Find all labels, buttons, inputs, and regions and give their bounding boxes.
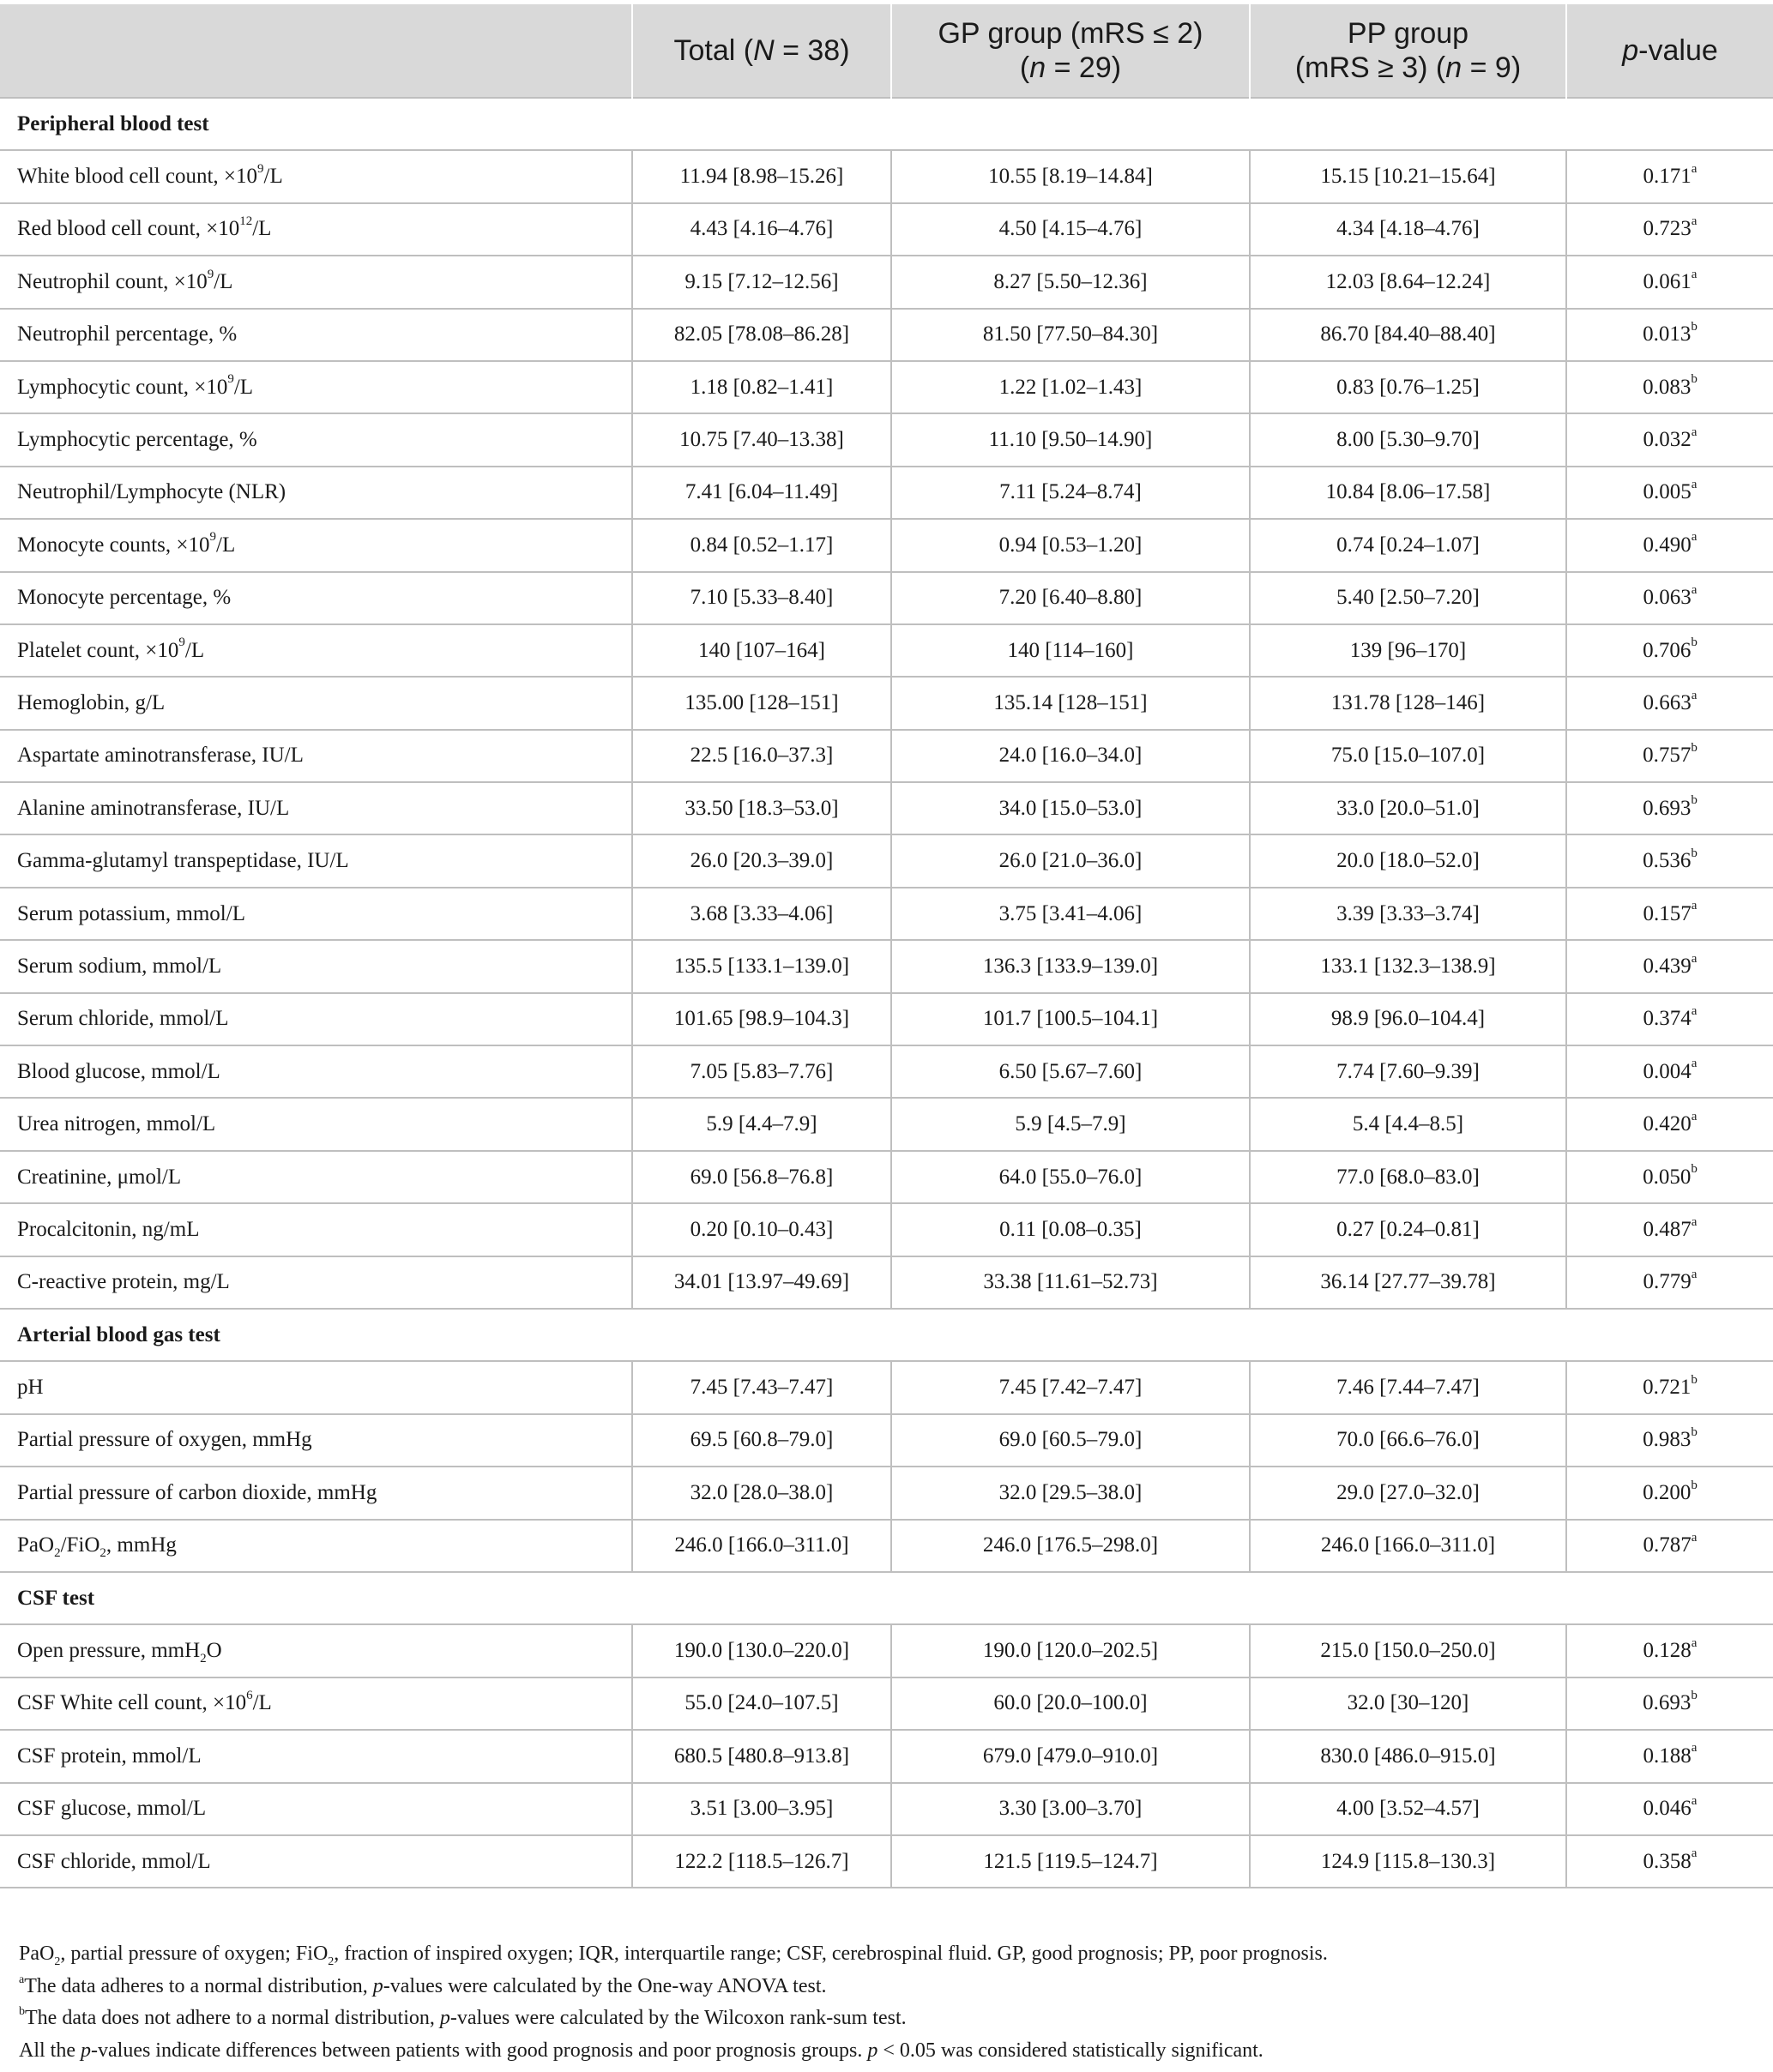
cell-total: 9.15 [7.12–12.56] bbox=[632, 256, 891, 308]
cell-total: 3.51 [3.00–3.95] bbox=[632, 1783, 891, 1835]
test-marker: b bbox=[1691, 741, 1698, 756]
cell-p-value: 0.787$^a$ bbox=[1566, 1520, 1773, 1572]
cell-pp: 4.34 [4.18–4.76] bbox=[1250, 203, 1566, 256]
row-label: Blood glucose, mmol/L bbox=[0, 1045, 632, 1098]
cell-gp: 24.0 [16.0–34.0] bbox=[891, 730, 1250, 782]
cell-pp: 33.0 [20.0–51.0] bbox=[1250, 782, 1566, 834]
cell-gp: 3.75 [3.41–4.06] bbox=[891, 888, 1250, 940]
cell-pp: 0.83 [0.76–1.25] bbox=[1250, 361, 1566, 413]
section-title: Peripheral blood test bbox=[0, 98, 1773, 150]
cell-pp: 830.0 [486.0–915.0] bbox=[1250, 1730, 1566, 1782]
footnote-a: $^a$The data adheres to a normal distribution, p-values were calculated by the One-way ANOVA test. bbox=[19, 1973, 827, 1997]
table-row bbox=[0, 413, 1773, 466]
table-row bbox=[0, 1098, 1773, 1150]
cell-total: 7.10 [5.33–8.40] bbox=[632, 572, 891, 624]
test-marker: a bbox=[1691, 1793, 1698, 1808]
row-label: White blood cell count, $\times 10^9/L$ bbox=[0, 150, 632, 202]
test-marker: a bbox=[1691, 425, 1698, 439]
row-label: Platelet count, $\times 10^9/L$ bbox=[0, 624, 632, 677]
cell-gp: 81.50 [77.50–84.30] bbox=[891, 309, 1250, 361]
cell-gp: 69.0 [60.5–79.0] bbox=[891, 1414, 1250, 1467]
table-row bbox=[0, 519, 1773, 571]
row-label: Gamma-glutamyl transpeptidase, IU/L bbox=[0, 834, 632, 887]
cell-p-value: 0.200$^b$ bbox=[1566, 1467, 1773, 1519]
cell-pp: 215.0 [150.0–250.0] bbox=[1250, 1624, 1566, 1677]
cell-p-value: 0.083$^b$ bbox=[1566, 361, 1773, 413]
cell-total: 10.75 [7.40–13.38] bbox=[632, 413, 891, 466]
cell-total: 7.41 [6.04–11.49] bbox=[632, 467, 891, 519]
table-header bbox=[0, 4, 1773, 98]
table-row bbox=[0, 1677, 1773, 1730]
cell-gp: 6.50 [5.67–7.60] bbox=[891, 1045, 1250, 1098]
test-marker: a bbox=[1691, 161, 1698, 176]
table-row bbox=[0, 1783, 1773, 1835]
cell-gp: 60.0 [20.0–100.0] bbox=[891, 1677, 1250, 1730]
header-variable bbox=[0, 4, 632, 98]
cell-p-value: 0.004$^a$ bbox=[1566, 1045, 1773, 1098]
test-marker: b bbox=[1691, 1425, 1698, 1440]
cell-p-value: 0.013$^b$ bbox=[1566, 309, 1773, 361]
cell-total: 0.84 [0.52–1.17] bbox=[632, 519, 891, 571]
test-marker: a bbox=[1691, 530, 1698, 545]
row-label: Lymphocytic percentage, % bbox=[0, 413, 632, 466]
cell-gp: 5.9 [4.5–7.9] bbox=[891, 1098, 1250, 1150]
cell-total: 69.0 [56.8–76.8] bbox=[632, 1151, 891, 1203]
cell-total: 82.05 [78.08–86.28] bbox=[632, 309, 891, 361]
cell-p-value: 0.171$^a$ bbox=[1566, 150, 1773, 202]
cell-p-value: 0.536$^b$ bbox=[1566, 834, 1773, 887]
table-body bbox=[0, 98, 1773, 1888]
cell-total: 32.0 [28.0–38.0] bbox=[632, 1467, 891, 1519]
cell-gp: 11.10 [9.50–14.90] bbox=[891, 413, 1250, 466]
test-marker: a bbox=[1691, 478, 1698, 492]
row-label: Open pressure, mmH$_2$O bbox=[0, 1624, 632, 1677]
table-row bbox=[0, 834, 1773, 887]
cell-total: 22.5 [16.0–37.3] bbox=[632, 730, 891, 782]
table-row bbox=[0, 888, 1773, 940]
test-marker: a bbox=[1691, 1214, 1698, 1229]
cell-gp: 1.22 [1.02–1.43] bbox=[891, 361, 1250, 413]
cell-pp: 124.9 [115.8–130.3] bbox=[1250, 1835, 1566, 1888]
cell-pp: 5.40 [2.50–7.20] bbox=[1250, 572, 1566, 624]
row-label: Red blood cell count, $\times 10^{12}/L$ bbox=[0, 203, 632, 256]
cell-p-value: 0.706$^b$ bbox=[1566, 624, 1773, 677]
test-marker: a bbox=[1691, 1267, 1698, 1281]
cell-gp: 140 [114–160] bbox=[891, 624, 1250, 677]
table-row bbox=[0, 1520, 1773, 1572]
section-row bbox=[0, 1309, 1773, 1361]
table-row bbox=[0, 150, 1773, 202]
table-row bbox=[0, 782, 1773, 834]
cell-p-value: 0.374$^a$ bbox=[1566, 993, 1773, 1045]
cell-p-value: 0.358$^a$ bbox=[1566, 1835, 1773, 1888]
section-title: Arterial blood gas test bbox=[0, 1309, 1773, 1361]
table-row bbox=[0, 1151, 1773, 1203]
cell-gp: 10.55 [8.19–14.84] bbox=[891, 150, 1250, 202]
cell-pp: 131.78 [128–146] bbox=[1250, 677, 1566, 729]
row-label: Neutrophil/Lymphocyte (NLR) bbox=[0, 467, 632, 519]
cell-pp: 7.74 [7.60–9.39] bbox=[1250, 1045, 1566, 1098]
test-marker: b bbox=[1691, 1478, 1698, 1492]
table-row bbox=[0, 730, 1773, 782]
cell-pp: 10.84 [8.06–17.58] bbox=[1250, 467, 1566, 519]
cell-p-value: 0.188$^a$ bbox=[1566, 1730, 1773, 1782]
footnote-significance: All the p-values indicate differences between patients with good prognosis and poor prognosis groups. p < 0.05 was considered statistically significant. bbox=[19, 2039, 1263, 2062]
row-label: Partial pressure of carbon dioxide, mmHg bbox=[0, 1467, 632, 1519]
cell-total: 101.65 [98.9–104.3] bbox=[632, 993, 891, 1045]
cell-p-value: 0.061$^a$ bbox=[1566, 256, 1773, 308]
cell-pp: 70.0 [66.6–76.0] bbox=[1250, 1414, 1566, 1467]
section-row bbox=[0, 1572, 1773, 1624]
cell-pp: 0.27 [0.24–0.81] bbox=[1250, 1203, 1566, 1256]
cell-p-value: 0.490$^a$ bbox=[1566, 519, 1773, 571]
test-marker: a bbox=[1691, 267, 1698, 281]
cell-gp: 32.0 [29.5–38.0] bbox=[891, 1467, 1250, 1519]
table-row bbox=[0, 993, 1773, 1045]
table-row bbox=[0, 467, 1773, 519]
row-label: Serum chloride, mmol/L bbox=[0, 993, 632, 1045]
row-label: C-reactive protein, mg/L bbox=[0, 1256, 632, 1309]
section-title: CSF test bbox=[0, 1572, 1773, 1624]
cell-gp: 0.11 [0.08–0.35] bbox=[891, 1203, 1250, 1256]
test-marker: b bbox=[1691, 1372, 1698, 1387]
cell-total: 11.94 [8.98–15.26] bbox=[632, 150, 891, 202]
table-row bbox=[0, 203, 1773, 256]
cell-pp: 4.00 [3.52–4.57] bbox=[1250, 1783, 1566, 1835]
cell-pp: 20.0 [18.0–52.0] bbox=[1250, 834, 1566, 887]
cell-p-value: 0.723$^a$ bbox=[1566, 203, 1773, 256]
cell-pp: 8.00 [5.30–9.70] bbox=[1250, 413, 1566, 466]
cell-total: 680.5 [480.8–913.8] bbox=[632, 1730, 891, 1782]
cell-total: 33.50 [18.3–53.0] bbox=[632, 782, 891, 834]
table-row bbox=[0, 361, 1773, 413]
cell-total: 135.5 [133.1–139.0] bbox=[632, 940, 891, 992]
row-label: Monocyte counts, $\times 10^9/L$ bbox=[0, 519, 632, 571]
row-label: Urea nitrogen, mmol/L bbox=[0, 1098, 632, 1150]
table-row bbox=[0, 1414, 1773, 1467]
test-marker: a bbox=[1691, 688, 1698, 702]
cell-gp: 136.3 [133.9–139.0] bbox=[891, 940, 1250, 992]
cell-p-value: 0.693$^b$ bbox=[1566, 782, 1773, 834]
cell-gp: 7.20 [6.40–8.80] bbox=[891, 572, 1250, 624]
table-row bbox=[0, 1361, 1773, 1413]
test-marker: b bbox=[1691, 372, 1698, 387]
cell-p-value: 0.439$^a$ bbox=[1566, 940, 1773, 992]
cell-total: 55.0 [24.0–107.5] bbox=[632, 1677, 891, 1730]
cell-total: 140 [107–164] bbox=[632, 624, 891, 677]
test-marker: a bbox=[1691, 1741, 1698, 1756]
header-row bbox=[0, 4, 1773, 98]
table-row bbox=[0, 1835, 1773, 1888]
header-p-value: p-value bbox=[1566, 4, 1773, 98]
row-label: pH bbox=[0, 1361, 632, 1413]
table-row bbox=[0, 309, 1773, 361]
table-row bbox=[0, 1045, 1773, 1098]
cell-p-value: 0.487$^a$ bbox=[1566, 1203, 1773, 1256]
cell-gp: 7.45 [7.42–7.47] bbox=[891, 1361, 1250, 1413]
cell-p-value: 0.983$^b$ bbox=[1566, 1414, 1773, 1467]
cell-gp: 246.0 [176.5–298.0] bbox=[891, 1520, 1250, 1572]
cell-pp: 32.0 [30–120] bbox=[1250, 1677, 1566, 1730]
cell-pp: 12.03 [8.64–12.24] bbox=[1250, 256, 1566, 308]
cell-pp: 75.0 [15.0–107.0] bbox=[1250, 730, 1566, 782]
row-label: Lymphocytic count, $\times 10^9/L$ bbox=[0, 361, 632, 413]
test-marker: a bbox=[1691, 582, 1698, 597]
row-label: Neutrophil percentage, % bbox=[0, 309, 632, 361]
row-label: PaO$_2$/FiO$_2$, mmHg bbox=[0, 1520, 632, 1572]
cell-p-value: 0.157$^a$ bbox=[1566, 888, 1773, 940]
cell-gp: 3.30 [3.00–3.70] bbox=[891, 1783, 1250, 1835]
test-marker: a bbox=[1691, 951, 1698, 966]
cell-gp: 8.27 [5.50–12.36] bbox=[891, 256, 1250, 308]
test-marker: b bbox=[1691, 319, 1698, 334]
table-row bbox=[0, 1624, 1773, 1677]
cell-total: 3.68 [3.33–4.06] bbox=[632, 888, 891, 940]
cell-pp: 133.1 [132.3–138.9] bbox=[1250, 940, 1566, 992]
cell-p-value: 0.050$^b$ bbox=[1566, 1151, 1773, 1203]
cell-gp: 7.11 [5.24–8.74] bbox=[891, 467, 1250, 519]
cell-p-value: 0.721$^b$ bbox=[1566, 1361, 1773, 1413]
row-label: Monocyte percentage, % bbox=[0, 572, 632, 624]
cell-total: 246.0 [166.0–311.0] bbox=[632, 1520, 891, 1572]
row-label: CSF protein, mmol/L bbox=[0, 1730, 632, 1782]
cell-pp: 86.70 [84.40–88.40] bbox=[1250, 309, 1566, 361]
cell-gp: 33.38 [11.61–52.73] bbox=[891, 1256, 1250, 1309]
row-label: CSF chloride, mmol/L bbox=[0, 1835, 632, 1888]
cell-pp: 36.14 [27.77–39.78] bbox=[1250, 1256, 1566, 1309]
cell-gp: 101.7 [100.5–104.1] bbox=[891, 993, 1250, 1045]
test-marker: a bbox=[1691, 1530, 1698, 1545]
row-label: Alanine aminotransferase, IU/L bbox=[0, 782, 632, 834]
cell-p-value: 0.063$^a$ bbox=[1566, 572, 1773, 624]
cell-gp: 679.0 [479.0–910.0] bbox=[891, 1730, 1250, 1782]
header-total: Total (N = 38) bbox=[632, 4, 891, 98]
cell-total: 122.2 [118.5–126.7] bbox=[632, 1835, 891, 1888]
cell-pp: 29.0 [27.0–32.0] bbox=[1250, 1467, 1566, 1519]
cell-gp: 0.94 [0.53–1.20] bbox=[891, 519, 1250, 571]
cell-p-value: 0.046$^a$ bbox=[1566, 1783, 1773, 1835]
cell-p-value: 0.663$^a$ bbox=[1566, 677, 1773, 729]
cell-gp: 190.0 [120.0–202.5] bbox=[891, 1624, 1250, 1677]
test-marker: b bbox=[1691, 846, 1698, 860]
cell-total: 1.18 [0.82–1.41] bbox=[632, 361, 891, 413]
cell-total: 5.9 [4.4–7.9] bbox=[632, 1098, 891, 1150]
footnote-abbreviations: PaO$_2$, partial pressure of oxygen; FiO$_2$, fraction of inspired oxygen; IQR, interquartile range; CSF, cerebrospinal fluid. GP, good prognosis; PP, poor prognosis. bbox=[19, 1942, 1328, 1968]
table-row bbox=[0, 1256, 1773, 1309]
cell-pp: 5.4 [4.4–8.5] bbox=[1250, 1098, 1566, 1150]
cell-gp: 4.50 [4.15–4.76] bbox=[891, 203, 1250, 256]
cell-pp: 15.15 [10.21–15.64] bbox=[1250, 150, 1566, 202]
row-label: Serum sodium, mmol/L bbox=[0, 940, 632, 992]
section-row bbox=[0, 98, 1773, 150]
cell-pp: 77.0 [68.0–83.0] bbox=[1250, 1151, 1566, 1203]
row-label: Hemoglobin, g/L bbox=[0, 677, 632, 729]
cell-total: 7.05 [5.83–7.76] bbox=[632, 1045, 891, 1098]
cell-gp: 64.0 [55.0–76.0] bbox=[891, 1151, 1250, 1203]
table-row bbox=[0, 572, 1773, 624]
cell-gp: 34.0 [15.0–53.0] bbox=[891, 782, 1250, 834]
test-marker: b bbox=[1691, 1689, 1698, 1703]
row-label: CSF glucose, mmol/L bbox=[0, 1783, 632, 1835]
table-row bbox=[0, 940, 1773, 992]
cell-pp: 246.0 [166.0–311.0] bbox=[1250, 1520, 1566, 1572]
cell-total: 34.01 [13.97–49.69] bbox=[632, 1256, 891, 1309]
test-marker: a bbox=[1691, 1109, 1698, 1123]
cell-pp: 7.46 [7.44–7.47] bbox=[1250, 1361, 1566, 1413]
footnote-b: $^b$The data does not adhere to a normal distribution, p-values were calculated by the Wilcoxon rank-sum test. bbox=[19, 2005, 907, 2029]
row-label: Serum potassium, mmol/L bbox=[0, 888, 632, 940]
cell-pp: 139 [96–170] bbox=[1250, 624, 1566, 677]
test-marker: a bbox=[1691, 1635, 1698, 1650]
test-marker: b bbox=[1691, 793, 1698, 808]
test-marker: a bbox=[1691, 1004, 1698, 1018]
table-row bbox=[0, 1203, 1773, 1256]
test-marker: b bbox=[1691, 1162, 1698, 1177]
cell-p-value: 0.005$^a$ bbox=[1566, 467, 1773, 519]
table-row bbox=[0, 677, 1773, 729]
cell-pp: 3.39 [3.33–3.74] bbox=[1250, 888, 1566, 940]
cell-pp: 0.74 [0.24–1.07] bbox=[1250, 519, 1566, 571]
cell-total: 0.20 [0.10–0.43] bbox=[632, 1203, 891, 1256]
test-marker: a bbox=[1691, 1057, 1698, 1071]
test-marker: b bbox=[1691, 635, 1698, 650]
cell-p-value: 0.779$^a$ bbox=[1566, 1256, 1773, 1309]
test-marker: a bbox=[1691, 899, 1698, 913]
cell-p-value: 0.420$^a$ bbox=[1566, 1098, 1773, 1150]
cell-total: 7.45 [7.43–7.47] bbox=[632, 1361, 891, 1413]
cell-p-value: 0.693$^b$ bbox=[1566, 1677, 1773, 1730]
test-marker: a bbox=[1691, 1846, 1698, 1861]
cell-gp: 26.0 [21.0–36.0] bbox=[891, 834, 1250, 887]
header-gp-group: GP group (mRS ≤ 2) (n = 29) bbox=[891, 4, 1250, 98]
cell-p-value: 0.128$^a$ bbox=[1566, 1624, 1773, 1677]
table-footnotes bbox=[19, 1938, 1752, 2067]
table-row bbox=[0, 1467, 1773, 1519]
cell-pp: 98.9 [96.0–104.4] bbox=[1250, 993, 1566, 1045]
cell-total: 69.5 [60.8–79.0] bbox=[632, 1414, 891, 1467]
row-label: Partial pressure of oxygen, mmHg bbox=[0, 1414, 632, 1467]
test-marker: a bbox=[1691, 214, 1698, 229]
cell-total: 190.0 [130.0–220.0] bbox=[632, 1624, 891, 1677]
table-row bbox=[0, 624, 1773, 677]
cell-gp: 121.5 [119.5–124.7] bbox=[891, 1835, 1250, 1888]
row-label: Procalcitonin, ng/mL bbox=[0, 1203, 632, 1256]
cell-total: 26.0 [20.3–39.0] bbox=[632, 834, 891, 887]
results-table bbox=[0, 4, 1773, 1888]
row-label: Neutrophil count, $\times 10^9/L$ bbox=[0, 256, 632, 308]
row-label: CSF White cell count, $\times 10^6/L$ bbox=[0, 1677, 632, 1730]
cell-total: 135.00 [128–151] bbox=[632, 677, 891, 729]
header-pp-group: PP group (mRS ≥ 3) (n = 9) bbox=[1250, 4, 1566, 98]
row-label: Aspartate aminotransferase, IU/L bbox=[0, 730, 632, 782]
cell-total: 4.43 [4.16–4.76] bbox=[632, 203, 891, 256]
table-row bbox=[0, 256, 1773, 308]
cell-p-value: 0.757$^b$ bbox=[1566, 730, 1773, 782]
table-row bbox=[0, 1730, 1773, 1782]
cell-p-value: 0.032$^a$ bbox=[1566, 413, 1773, 466]
cell-gp: 135.14 [128–151] bbox=[891, 677, 1250, 729]
row-label: Creatinine, μmol/L bbox=[0, 1151, 632, 1203]
